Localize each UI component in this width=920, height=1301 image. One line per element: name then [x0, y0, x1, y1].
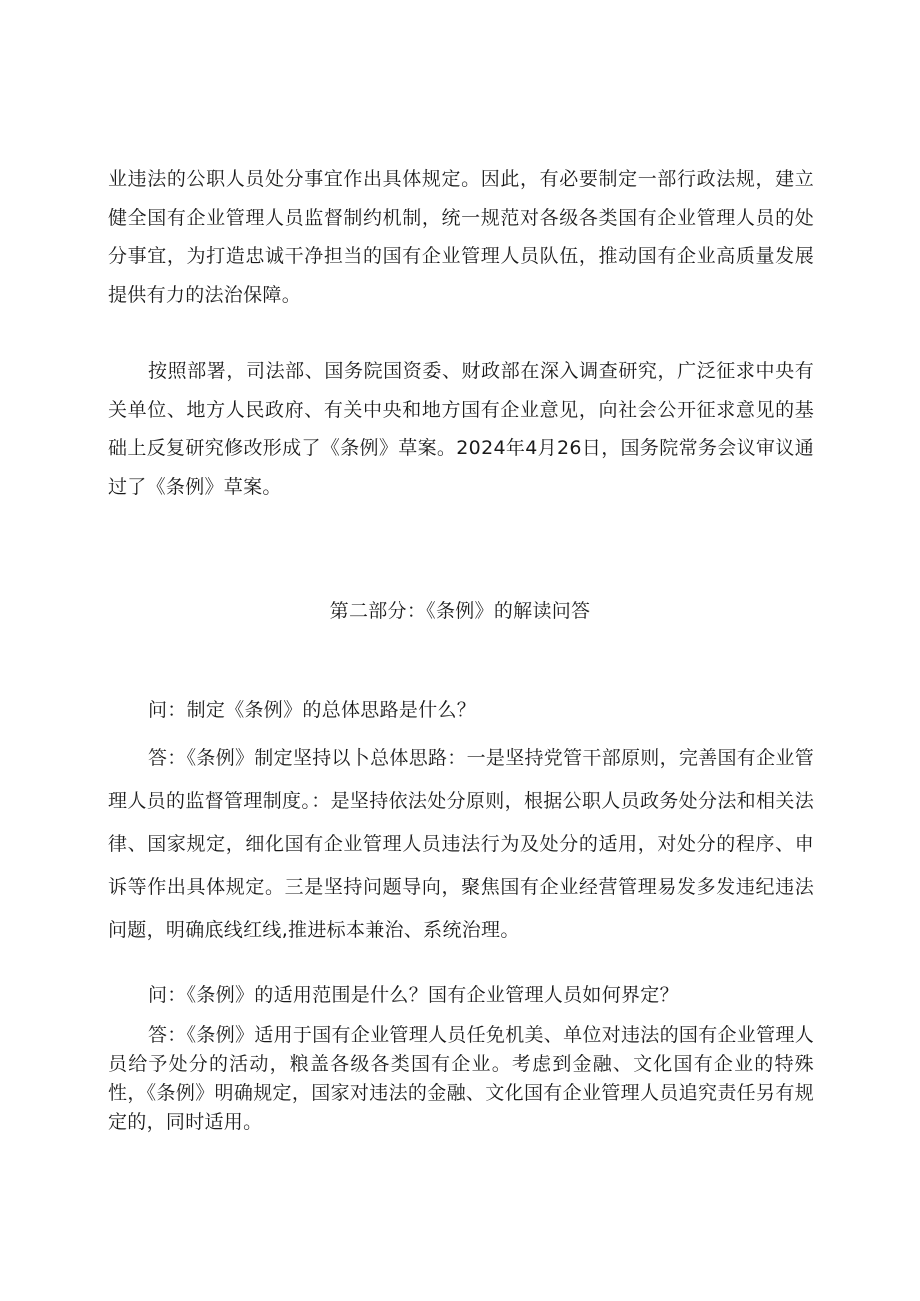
question-2: 问：《条例》的适用范围是什么？国有企业管理人员如何界定？	[148, 984, 679, 1006]
intro-paragraph-1: 业违法的公职人员处分事宜作出具体规定。因此，有必要制定一部行政法规，建立健全国有企业管理人员监督制约机制，统一规范对各级各类国有企业管理人员的处分事宜，为打造忠诚干净担当的国有企业管理人员队伍，推动国有企业高质量发展提供有力的法治保障。	[108, 168, 814, 306]
answer-2: 答：《条例》适用于国有企业管理人员任免机美、单位对违法的国有企业管理人员给予处分的活动，粮盖各级各类国有企业。考虑到金融、文化国有企业的特殊性，《条例》明确规定，国家对违法的金融、文化国有企业管理人员追究责任另有规定的，同时适用。	[108, 1024, 815, 1133]
intro-paragraph-2: 按照部署，司法部、国务院国资委、财政部在深入调查研究，广泛征求中央有关单位、地方人民政府、有关中央和地方国有企业意见，向社会公开征求意见的基础上反复研究修改形成了《条例》草案。2024年4月26日，国务院常务会议审议通过了《条例》草案。	[108, 360, 814, 498]
question-1: 问：制定《条例》的总体思路是什么？	[148, 699, 477, 721]
section-heading: 第二部分：《条例》的解读问答	[329, 600, 591, 622]
answer-1: 答：《条例》制定坚持以卜总体思路：一是坚持党管干部原则，完善国有企业管理人员的监督管理制度。：是坚持依法处分原则，根据公职人员政务处分法和相关法律、国家规定，细化国有企业管理人员违法行为及处分的适用，对处分的程序、申诉等作出具体规定。三是坚持问题导向，聚焦国有企业经营管理易发多发违纪违法问题，明确底线红线,推进标本兼治、系统治理。	[108, 747, 815, 941]
